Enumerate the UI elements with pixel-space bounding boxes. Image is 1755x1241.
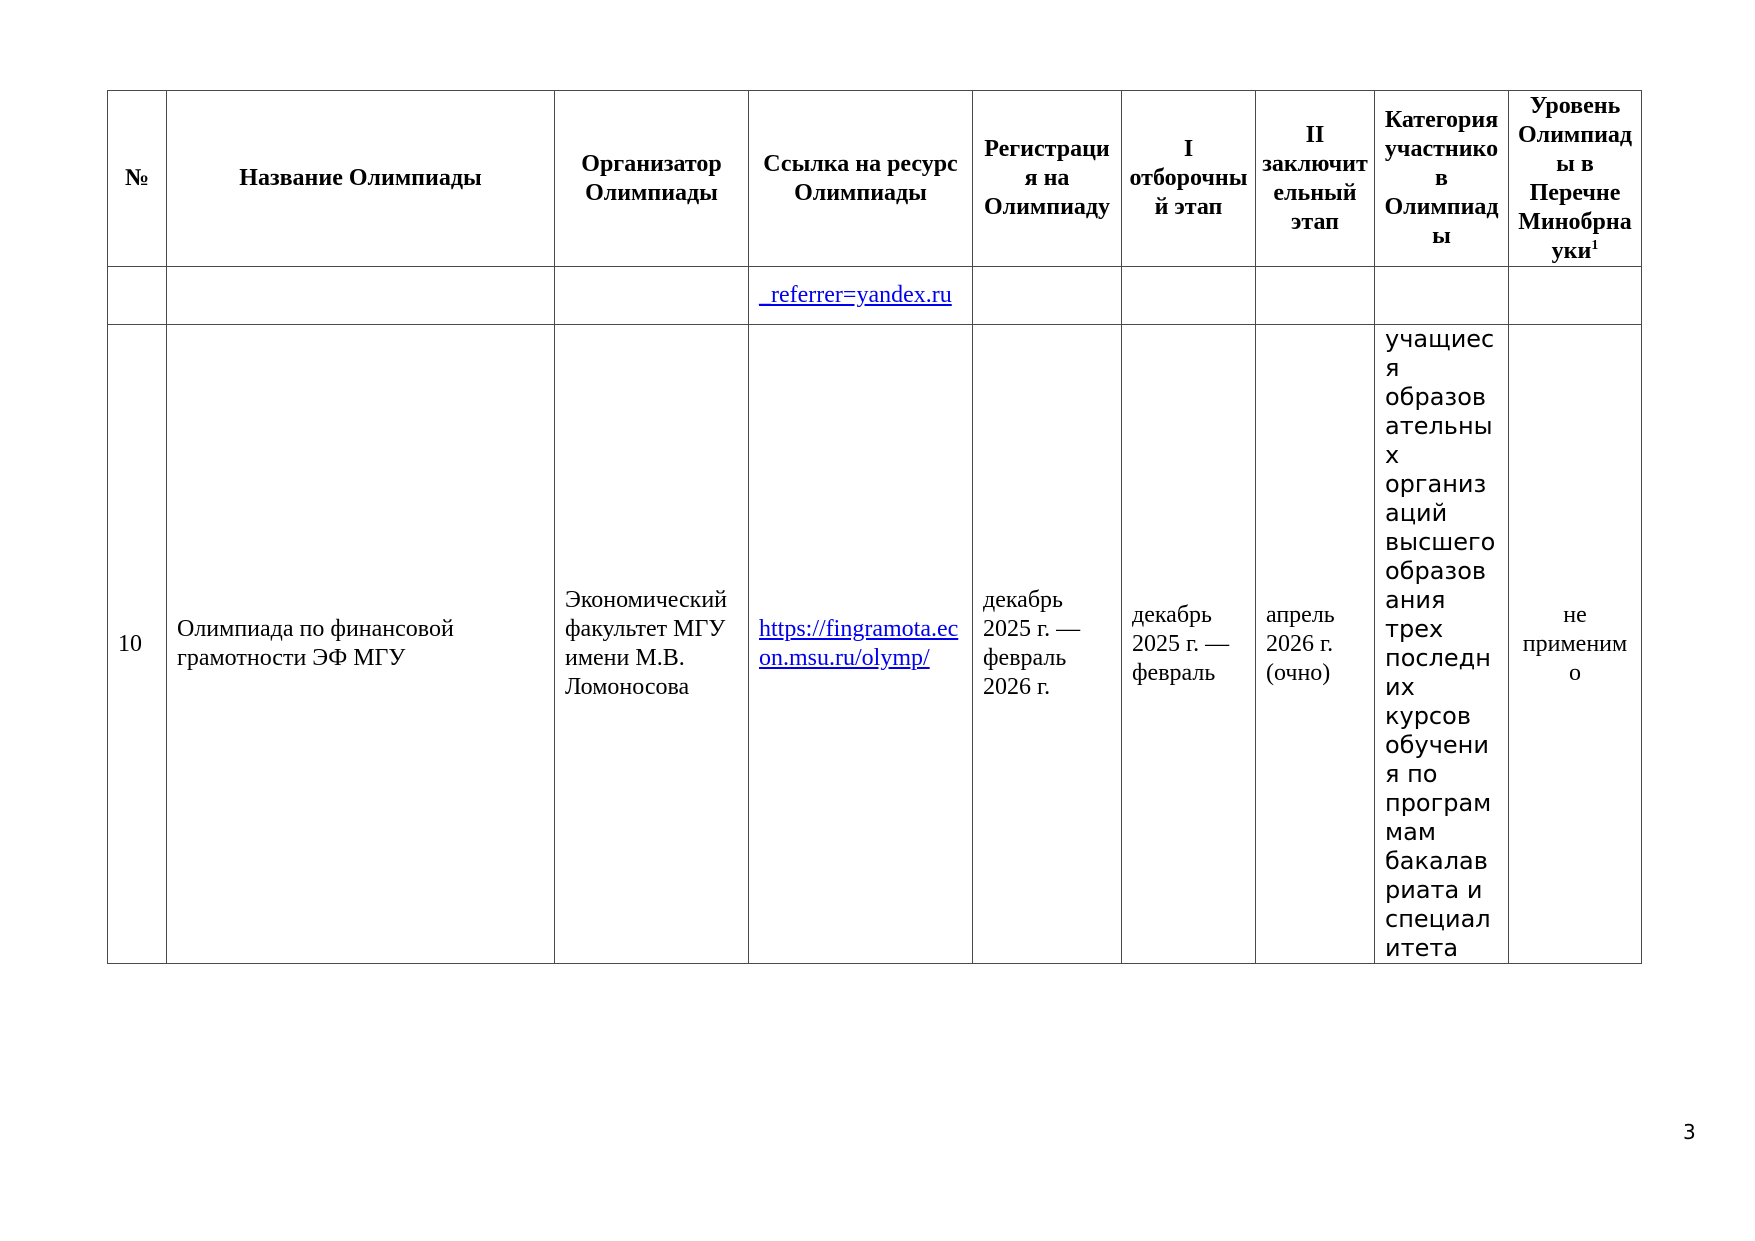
header-level-text: Уровень Олимпиады в Перечне Минобрнауки [1517, 92, 1633, 264]
footnote-marker: 1 [1591, 237, 1599, 253]
header-stage1: I отборочный этап [1122, 91, 1256, 267]
table-row [108, 325, 1642, 964]
cell-empty [167, 267, 555, 325]
header-level [1509, 91, 1642, 267]
cell-link [749, 325, 973, 964]
cell-stage2: апрель 2026 г. (очно) [1256, 325, 1375, 964]
header-organizer: Организатор Олимпиады [555, 91, 749, 267]
olympiad-link[interactable]: https://fingramota.econ.msu.ru/olymp/ [759, 616, 959, 671]
cell-empty [555, 267, 749, 325]
cell-registration: декабрь 2025 г. — февраль 2026 г. [973, 325, 1122, 964]
cell-empty [108, 267, 167, 325]
table-header-row [108, 91, 1642, 267]
cell-level: не применимо [1509, 325, 1642, 964]
cell-organizer: Экономический факультет МГУ имени М.В. Ломоносова [555, 325, 749, 964]
header-num: № [108, 91, 167, 267]
cell-empty [1375, 267, 1509, 325]
cell-stage1: декабрь 2025 г. — февраль [1122, 325, 1256, 964]
header-registration: Регистрация на Олимпиаду [973, 91, 1122, 267]
cell-empty [1509, 267, 1642, 325]
page-number: 3 [1683, 1120, 1696, 1144]
continuation-link[interactable]: _referrer=yandex.ru [759, 282, 952, 308]
cell-name: Олимпиада по финансовой грамотности ЭФ МГУ [167, 325, 555, 964]
olympiad-table [107, 90, 1642, 964]
cell-num: 10 [108, 325, 167, 964]
cell-category: учащиеся образовательных организаций высшего образования трех последних курсов обучения по программам бакалавриата и специалитета [1375, 325, 1509, 964]
header-stage2: II заключительный этап [1256, 91, 1375, 267]
cell-link [749, 267, 973, 325]
header-category: Категория участников Олимпиады [1375, 91, 1509, 267]
table-row [108, 267, 1642, 325]
cell-empty [1122, 267, 1256, 325]
cell-empty [973, 267, 1122, 325]
header-link: Ссылка на ресурс Олимпиады [749, 91, 973, 267]
header-name: Название Олимпиады [167, 91, 555, 267]
cell-empty [1256, 267, 1375, 325]
